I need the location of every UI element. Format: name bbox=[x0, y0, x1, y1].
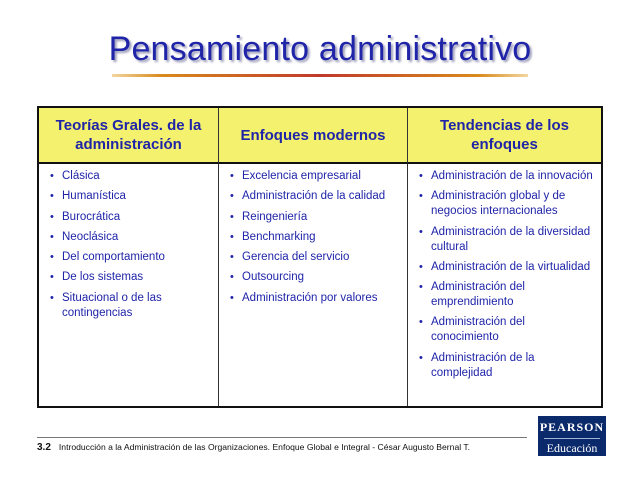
list-item: • Administración de la calidad bbox=[225, 189, 401, 204]
list-item: • Situacional o de las contingencias bbox=[45, 291, 212, 321]
footer-citation: Introducción a la Administración de las Organizaciones. Enfoque Global e Integral - César Augusto Bernal T. bbox=[58, 442, 471, 452]
footer-divider bbox=[37, 437, 527, 438]
page-title: Pensamiento administrativo bbox=[108, 30, 532, 68]
list-item: • Excelencia empresarial bbox=[225, 169, 401, 184]
list-item: • Administración global y de negocios internacionales bbox=[414, 189, 595, 219]
list-item: • Reingeniería bbox=[225, 210, 401, 225]
list-item: • Administración del conocimiento bbox=[414, 315, 595, 345]
column-modern-approaches bbox=[218, 164, 407, 406]
list-item: • Administración del emprendimiento bbox=[414, 280, 595, 310]
list-item: • Administración de la innovación bbox=[414, 169, 595, 184]
list-item: • Administración de la diversidad cultural bbox=[414, 225, 595, 255]
list-item: • Neoclásica bbox=[45, 230, 212, 245]
column-trends bbox=[407, 164, 601, 406]
logo-line-2: Educación bbox=[546, 441, 598, 455]
list-item: • Del comportamiento bbox=[45, 250, 212, 265]
list-item: • Benchmarking bbox=[225, 230, 401, 245]
list-item: • Administración de la virtualidad bbox=[414, 260, 595, 275]
list-item: • Humanística bbox=[45, 189, 212, 204]
concepts-table bbox=[37, 106, 603, 408]
title-underline bbox=[112, 74, 528, 77]
footer bbox=[37, 442, 470, 453]
header-modern-approaches: Enfoques modernos bbox=[218, 108, 407, 164]
list-item: • Gerencia del servicio bbox=[225, 250, 401, 265]
list-item: • Outsourcing bbox=[225, 270, 401, 285]
list-item: • Administración por valores bbox=[225, 291, 401, 306]
header-theories: Teorías Grales. de la administración bbox=[39, 108, 218, 164]
column-theories bbox=[39, 164, 218, 406]
slide-number: 3.2 bbox=[37, 442, 51, 453]
publisher-logo bbox=[538, 416, 606, 456]
list-item: • Administración de la complejidad bbox=[414, 351, 595, 381]
list-item: • De los sistemas bbox=[45, 270, 212, 285]
logo-divider bbox=[544, 438, 600, 439]
logo-line-1: PEARSON bbox=[539, 420, 605, 434]
list-item: • Burocrática bbox=[45, 210, 212, 225]
list-item: • Clásica bbox=[45, 169, 212, 184]
header-trends: Tendencias de los enfoques bbox=[407, 108, 601, 164]
